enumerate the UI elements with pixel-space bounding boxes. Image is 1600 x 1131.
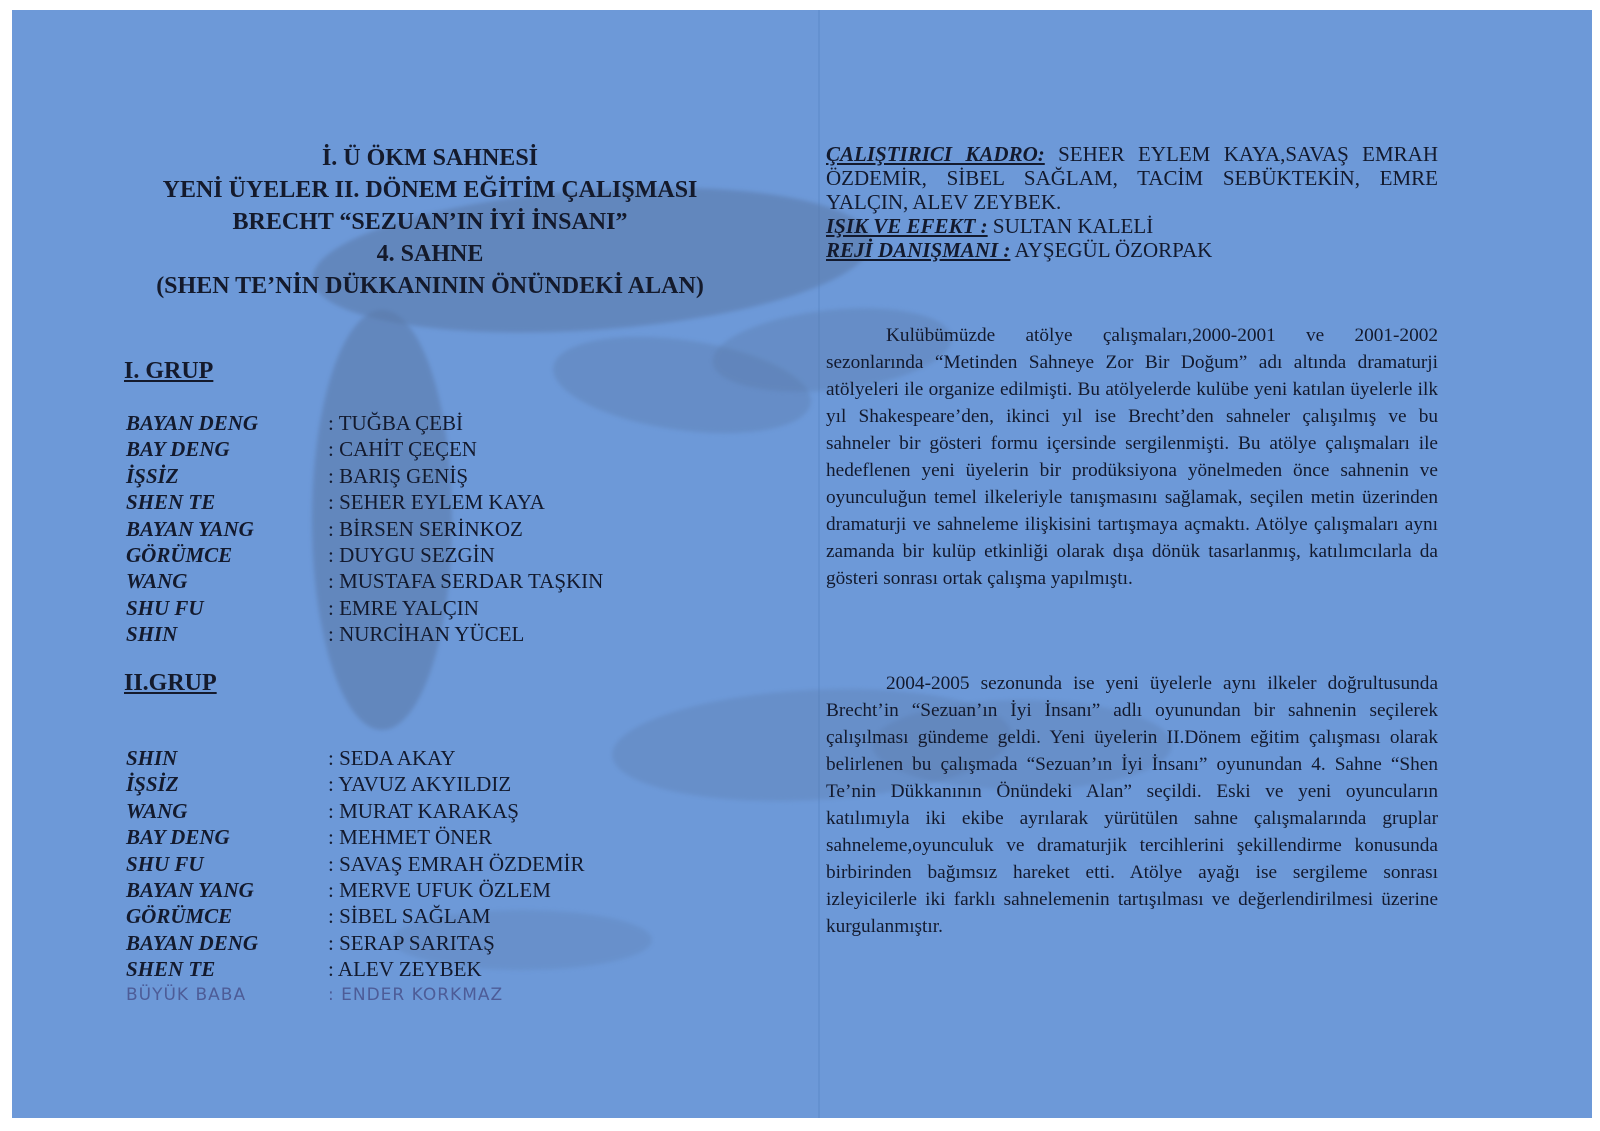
cast-role: SHEN TE <box>126 490 216 515</box>
cast-row <box>126 903 585 929</box>
cast-role: SHIN <box>126 746 178 770</box>
title-line: İ. Ü ÖKM SAHNESİ <box>321 145 539 171</box>
cast-row <box>126 516 603 542</box>
cast-role: WANG <box>126 569 188 594</box>
cast-role: WANG <box>126 798 188 823</box>
cast-role: SHU FU <box>126 595 204 620</box>
cast-role: BAY DENG <box>126 437 230 462</box>
cast-actor: : DUYGU SEZGİN <box>328 542 495 567</box>
cast-row <box>126 851 585 877</box>
cast-row <box>126 771 585 797</box>
light-name: SULTAN KALELİ <box>987 214 1154 238</box>
cast-actor: : MURAT KARAKAŞ <box>328 798 519 823</box>
title-line: (SHEN TE’NİN DÜKKANININ ÖNÜNDEKİ ALAN) <box>156 273 704 299</box>
cast-row <box>126 436 603 462</box>
cast-actor: : MERVE UFUK ÖZLEM <box>328 877 551 902</box>
cast-actor: : EMRE YALÇIN <box>328 595 479 620</box>
cast-role: SHEN TE <box>126 957 216 982</box>
cast-row <box>126 824 585 850</box>
cast-row <box>126 745 585 771</box>
group-2-heading: II.GRUP <box>124 670 217 696</box>
light-credit <box>826 214 1438 238</box>
group-1-cast-list <box>126 410 603 648</box>
title-line: 4. SAHNE <box>376 241 484 267</box>
cast-actor: : ALEV ZEYBEK <box>328 957 482 982</box>
cast-role: GÖRÜMCE <box>126 542 233 567</box>
director-name: AYŞEGÜL ÖZORPAK <box>1010 238 1213 262</box>
handwritten-actor: : ENDER KORKMAZ <box>328 985 504 1005</box>
credits-block <box>826 142 1438 262</box>
cast-row <box>126 595 603 621</box>
director-credit <box>826 238 1438 262</box>
cast-actor: : SEHER EYLEM KAYA <box>328 490 545 515</box>
cast-role: BAYAN DENG <box>126 930 259 955</box>
cast-actor: : SERAP SARITAŞ <box>328 930 495 955</box>
cast-actor: : MUSTAFA SERDAR TAŞKIN <box>328 569 604 594</box>
cast-actor: : MEHMET ÖNER <box>328 825 493 850</box>
cast-role: İŞSİZ <box>126 772 179 797</box>
cast-actor: : CAHİT ÇEÇEN <box>328 437 477 462</box>
cast-actor: : TUĞBA ÇEBİ <box>328 411 463 435</box>
cast-actor: : BARIŞ GENİŞ <box>328 463 469 488</box>
cast-actor: : SİBEL SAĞLAM <box>328 904 491 929</box>
cast-row <box>126 930 585 956</box>
cast-role: SHU FU <box>126 851 204 876</box>
cast-actor: : YAVUZ AKYILDIZ <box>328 772 512 797</box>
cast-role: GÖRÜMCE <box>126 904 233 929</box>
director-label: REJİ DANIŞMANI : <box>826 238 1011 262</box>
body-paragraph: 2004-2005 sezonunda ise yeni üyelerle aynı ilkeler doğrultusunda Brecht’in “Sezuan’ın İyi İnsanı” adlı oyunundan bir sahnenin seçilerek çalışılması gündeme geldi. Yeni üyelerin II.Dönem eğitim çalışması olarak belirlenen bu çalışmada “Sezuan’ın İyi İnsanı” oyunundan 4. Sahne “Shen Te’nin Dükkanının Önündeki Alan” seçildi. Eski ve yeni oyuncuların katılımıyla iki ekibe ayrılarak yürütülen sahne çalışmalarında gruplar sahneleme,oyunculuk ve dramaturjik tercihlerini şekillendirme konusunda birbirinden bağımsız hareket etti. Atölye ayağı ise sergileme sonrası izleyicilerle iki farklı sahnelemenin tartışılması ve değerlendirilmesi üzerine kurgulanmıştır. <box>826 673 1438 937</box>
cast-role: BAY DENG <box>126 825 230 850</box>
cast-row <box>126 568 603 594</box>
cast-row <box>126 489 603 515</box>
group-1-heading: I. GRUP <box>124 358 214 384</box>
cast-role: BAYAN YANG <box>126 877 254 902</box>
fold-line <box>818 10 820 1118</box>
cast-actor: : SEDA AKAY <box>328 746 456 770</box>
cast-row <box>126 410 603 436</box>
trainers-credit <box>826 142 1438 214</box>
cast-actor: : SAVAŞ EMRAH ÖZDEMİR <box>328 851 585 876</box>
trainers-names: SEHER EYLEM KAYA,SAVAŞ EMRAH ÖZDEMİR, SİBEL SAĞLAM, TACİM SEBÜKTEKİN, EMRE YALÇIN, ALEV ZEYBEK. <box>826 142 1438 214</box>
cast-row <box>126 463 603 489</box>
trainers-label: ÇALIŞTIRICI KADRO: <box>826 142 1045 166</box>
cast-actor: : BİRSEN SERİNKOZ <box>328 516 523 541</box>
title-line: YENİ ÜYELER II. DÖNEM EĞİTİM ÇALIŞMASI <box>162 177 698 203</box>
handwritten-role: BÜYÜK BABA <box>126 985 247 1005</box>
cast-row <box>126 877 585 903</box>
cast-role: BAYAN YANG <box>126 516 254 541</box>
cast-row <box>126 542 603 568</box>
program-title <box>110 142 750 302</box>
title-line: BRECHT “SEZUAN’IN İYİ İNSANI” <box>232 209 628 235</box>
cast-role: İŞSİZ <box>126 463 179 488</box>
cast-role: SHIN <box>126 622 178 647</box>
cast-row <box>126 956 585 982</box>
group-2-cast-list <box>126 745 585 983</box>
handwritten-cast-addition <box>126 985 503 1005</box>
cast-role: BAYAN DENG <box>126 411 259 435</box>
cast-actor: : NURCİHAN YÜCEL <box>328 622 525 647</box>
cast-row <box>126 621 603 647</box>
light-label: IŞIK VE EFEKT : <box>826 214 988 238</box>
cast-row <box>126 798 585 824</box>
body-paragraph: Kulübümüzde atölye çalışmaları,2000-2001 ve 2001-2002 sezonlarında “Metinden Sahneye Zor Bir Doğum” adı altında dramaturji atölyeleri ile organize edilmişti. Bu atölyelerde kulübe yeni katılan üyelerle ilk yıl Shakespeare’den, ikinci yıl ise Brecht’den sahneler çalışılmış ve bu sahneler bir gösteri formu içersinde sergilenmişti. Bu atölye çalışmaları ile hedeflenen yeni üyelerin bir prodüksiyona yönelmeden önce sahnenin ve oyunculuğun temel ilkeleriyle tanışmasını sağlamak, seçilen metin üzerinden dramaturji ve sahneleme ilişkisini tartışmaya açmaktı. Atölye çalışmaları aynı zamanda bir kulüp etkinliği olarak dışa dönük tasarlanmış, katılımcılarla da gösteri sonrası ortak çalışma yapılmıştı. <box>826 325 1438 589</box>
